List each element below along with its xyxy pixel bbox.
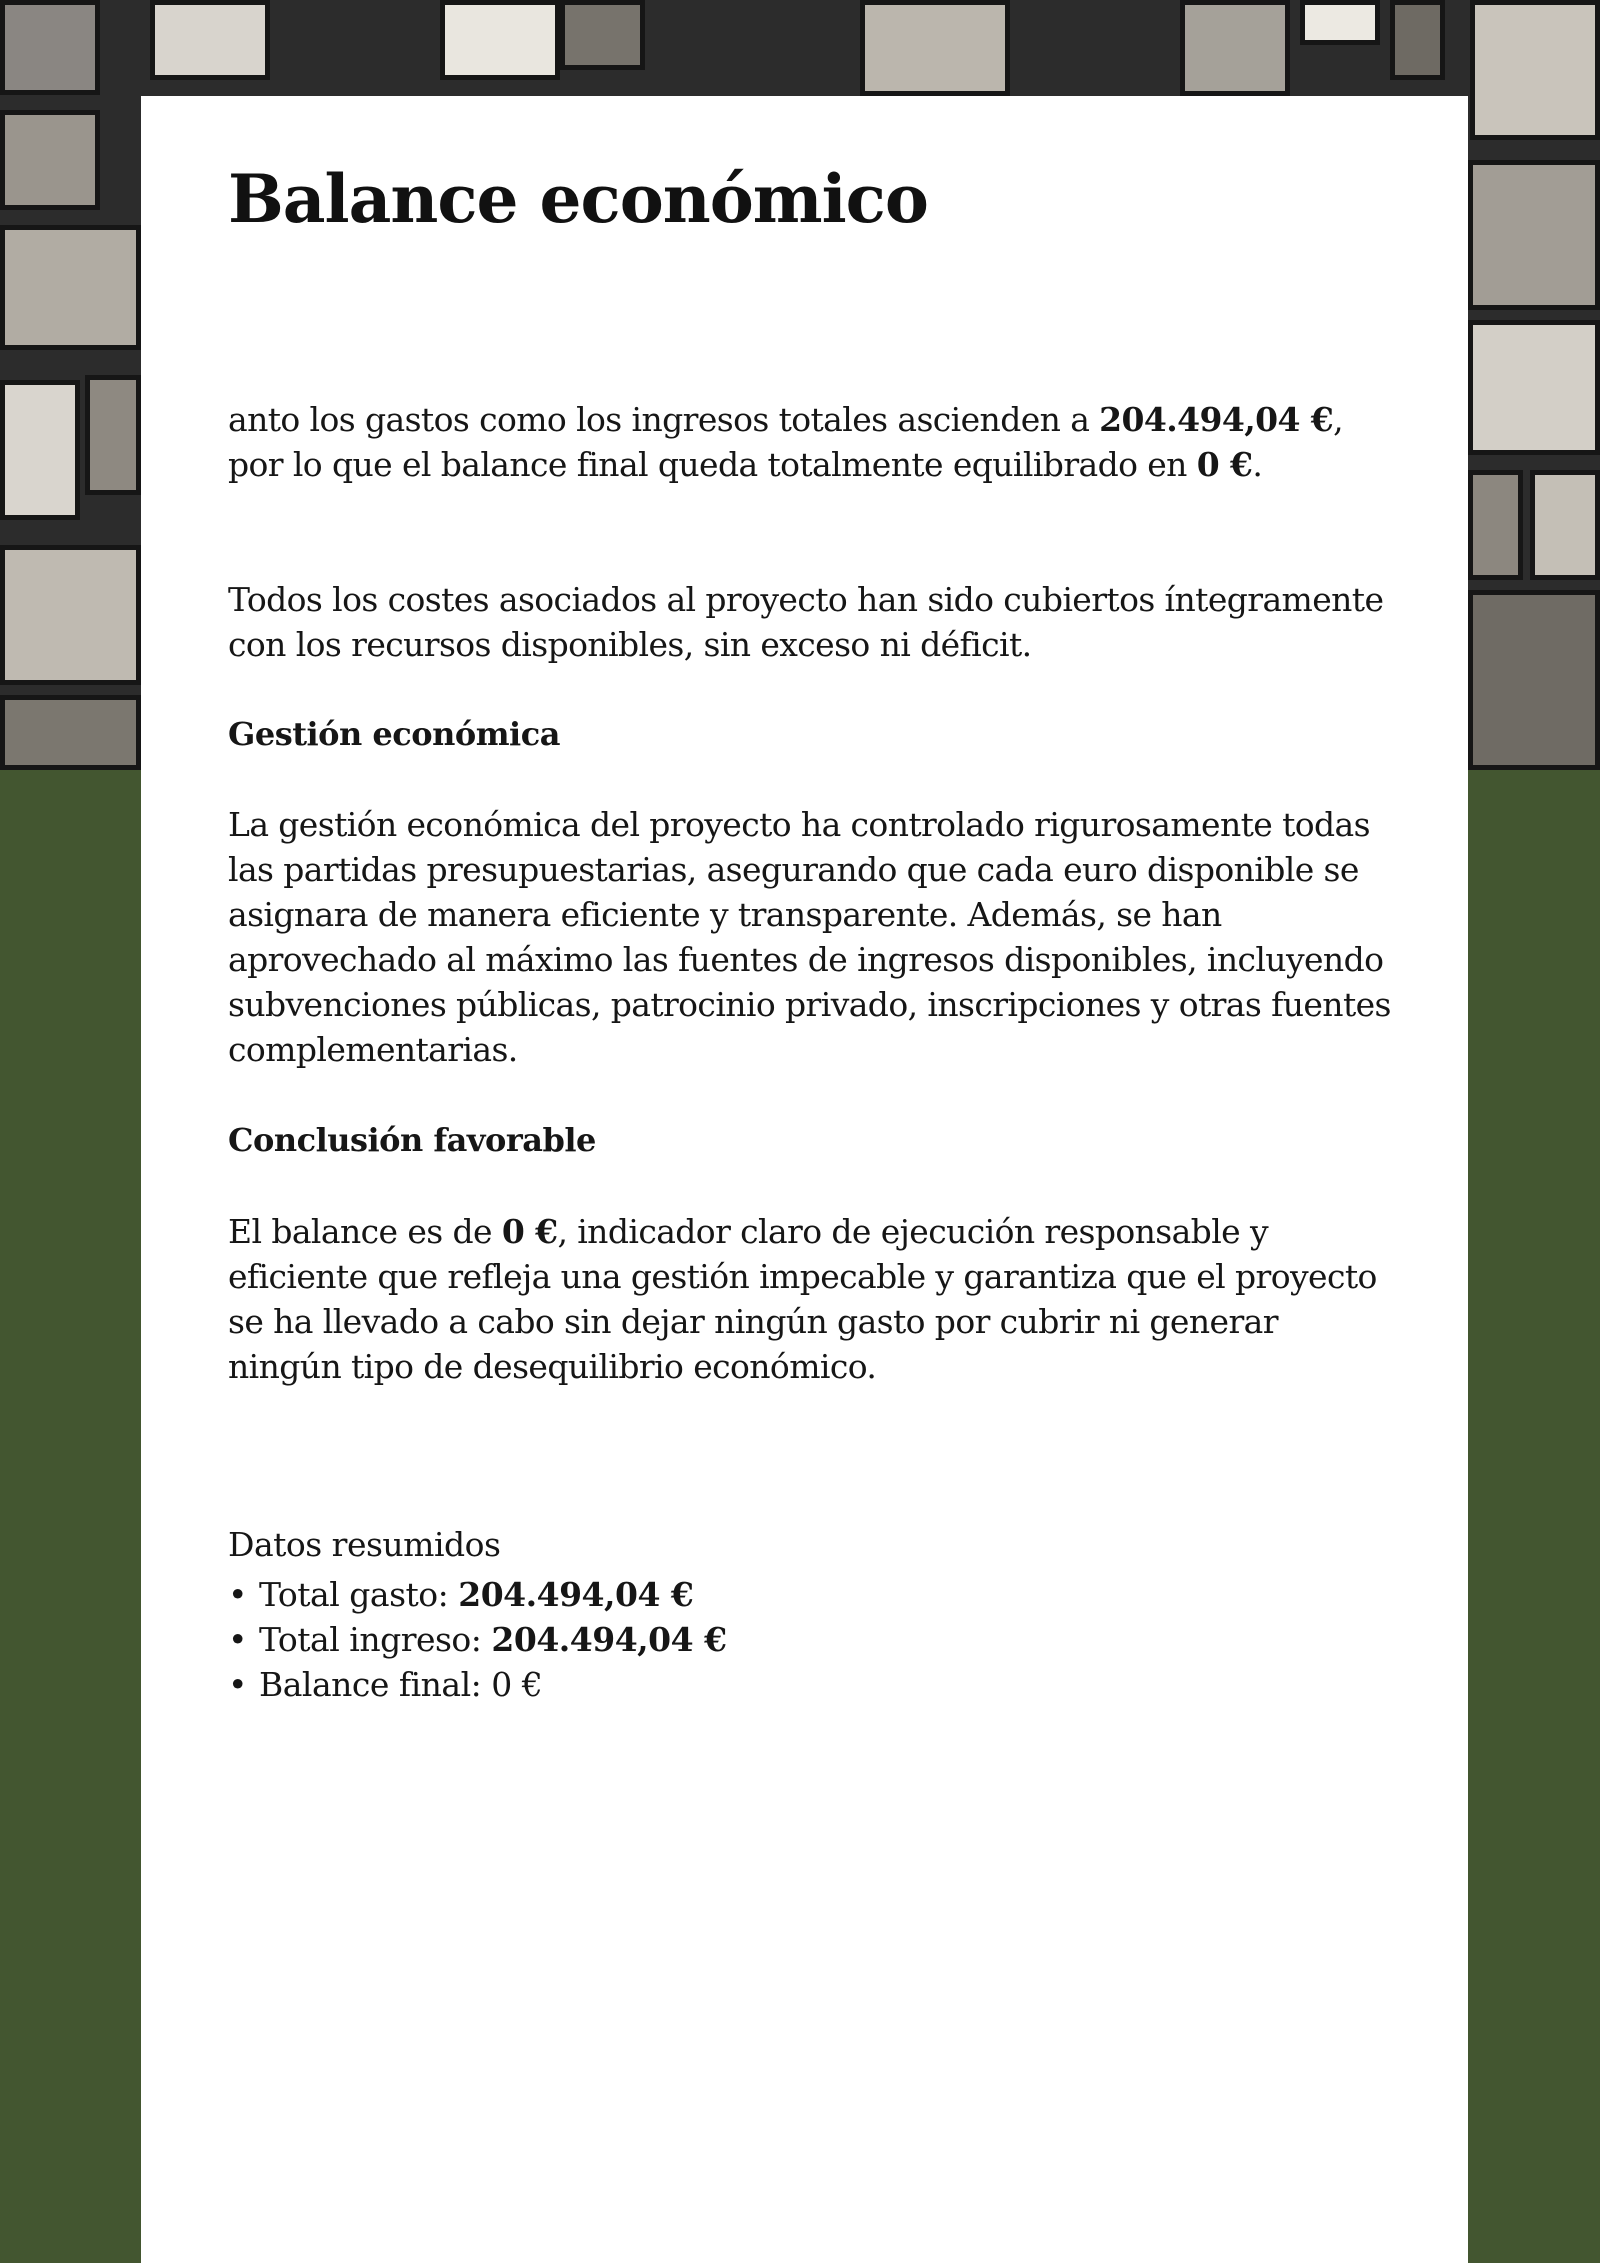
intro-text-1: anto los gastos como los ingresos totales ascienden a [228,400,1100,439]
photo-frame [150,0,270,80]
photo-frame [860,0,1010,96]
photo-frame [85,375,141,495]
photo-frame [1180,0,1290,96]
photo-frame [440,0,560,80]
costs-paragraph: Todos los costes asociados al proyecto han sido cubiertos íntegramente con los recursos disponibles, sin exceso ni déficit. [228,580,1384,664]
photo-frame [0,110,100,210]
conclusion-paragraph [228,1209,1398,1389]
page-title: Balance económico [228,160,928,238]
photo-frame [0,0,100,95]
photo-frame [560,0,645,70]
summary-item-total-ingreso [228,1617,727,1662]
photo-frame [1468,160,1600,310]
intro-paragraph [228,397,1398,487]
summary-item-balance-final [228,1662,727,1707]
summary-label: Balance final: [258,1665,492,1704]
photo-frame [1468,320,1600,455]
photo-frame [0,545,141,685]
photo-frame [0,695,141,770]
photo-frame [1468,470,1523,580]
summary-label: Total gasto: [258,1575,459,1614]
photo-frame [1390,0,1445,80]
photo-frame [1300,0,1380,45]
intro-text-2: , por lo que el balance final queda totalmente equilibrado en [228,400,1343,484]
conclusion-heading: Conclusión favorable [228,1121,596,1159]
total-amount: 204.494,04 € [1099,400,1334,439]
intro-text-3: . [1252,445,1263,484]
photo-frame [1530,470,1600,580]
management-paragraph: La gestión económica del proyecto ha controlado rigurosamente todas las partidas presupuestarias, asegurando que cada euro disponible se asignara de manera eficiente y transparente. Además, se han aprovechado al máximo las fuentes de ingresos disponibles, incluyendo subvenciones públicas, patrocinio privado, inscripciones y otras fuentes complementarias. [228,805,1391,1069]
photo-frame [1470,0,1600,140]
conclusion-text-1: El balance es de [228,1212,502,1251]
summary-list [228,1572,727,1707]
summary-value: 204.494,04 € [491,1620,727,1659]
summary-value: 204.494,04 € [458,1575,694,1614]
conclusion-text-2: , indicador claro de ejecución responsable y eficiente que refleja una gestión impecable y garantiza que el proyecto se ha llevado a cabo sin dejar ningún gasto por cubrir ni generar ningún tipo de desequilibrio económico. [228,1212,1377,1386]
summary-label: Total ingreso: [258,1620,492,1659]
management-heading: Gestión económica [228,715,560,753]
summary-title: Datos resumidos [228,1525,501,1564]
photo-frame [0,380,80,520]
balance-amount: 0 € [1196,445,1253,484]
summary-item-total-gasto [228,1572,727,1617]
summary-value: 0 € [491,1665,543,1704]
photo-frame [1468,590,1600,770]
conclusion-balance-amount: 0 € [501,1212,558,1251]
photo-frame [0,225,141,350]
